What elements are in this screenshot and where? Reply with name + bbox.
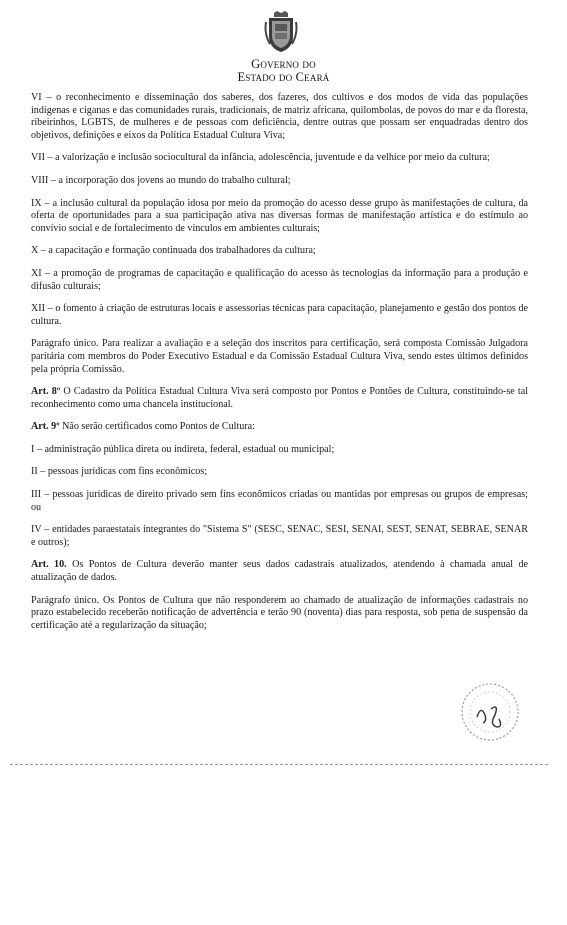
article-8-label: Art. 8º bbox=[31, 386, 61, 398]
item-vii: VII – a valorização e inclusão sociocultural da infância, adolescência, juventude e da velhice por meio da cultura; bbox=[31, 152, 490, 164]
page-number-seal-stamp bbox=[459, 681, 521, 743]
article-8-text: O Cadastro da Política Estadual Cultura Viva será composto por Pontos e Pontões de Cultura, constituindo-se tal reconhecimento como uma chancela institucional. bbox=[31, 386, 529, 410]
header-state-line: Estado do Ceará bbox=[237, 70, 330, 84]
article-8 bbox=[31, 386, 528, 411]
paragraph-unico-art7: Parágrafo único. Para realizar a avaliação e a seleção dos inscritos para certificação, será composta Comissão Julgadora paritária com membros do Poder Executivo Estadual e da Comissão Estadual Cultura Viva, sendo estes últimos definidos pela própria Comissão. bbox=[31, 338, 528, 375]
article-9 bbox=[31, 421, 528, 434]
article-9-label: Art. 9º bbox=[31, 421, 60, 433]
item-x: X – a capacitação e formação continuada dos trabalhadores da cultura; bbox=[31, 245, 316, 257]
item-vi: VI – o reconhecimento e disseminação dos saberes, dos fazeres, dos cultivos e dos modos de vida das populações indígenas e ciganas e das comunidades rurais, tradicionais, de matriz africana, quilombolas, de povos do mar e da floresta, ribeirinhos, LGBTS, de mulheres e de pessoas com deficiência, dentre outras que possam ser enquadradas dentro dos objetivos, definições e eixos da Política Estadual Cultura Viva; bbox=[31, 92, 528, 141]
article-9-text: Não serão certificados como Pontos de Cultura: bbox=[59, 421, 255, 433]
header-government-line: Governo do bbox=[251, 57, 316, 71]
article-9-item-i: I – administração pública direta ou indireta, federal, estadual ou municipal; bbox=[31, 443, 335, 455]
item-ix: IX – a inclusão cultural da população idosa por meio da promoção do acesso desse grupo às manifestações de cultura, da oferta de oportunidades para a sua participação ativa nas diversas formas de manifestação artística e do estímulo ao convívio social e de fortalecimento de vínculos em ambientes culturais; bbox=[31, 197, 528, 234]
item-xii: XII – o fomento à criação de estruturas locais e assessorias técnicas para capacitação, planejamento e gestão dos pontos de cultura. bbox=[31, 303, 528, 327]
item-xi: XI – a promoção de programas de capacitação e qualificação do acesso às tecnologias da informação para a produção e difusão culturais; bbox=[31, 267, 528, 292]
footer-divider bbox=[10, 764, 548, 765]
article-10-paragraph-unico: Parágrafo único. Os Pontos de Cultura que não responderem ao chamado de atualização de informações cadastrais no prazo estabelecido receberão notificação de advertência e terão 90 (noventa) dias para resposta, sob pena de suspensão da certificação até a regularização da situação; bbox=[31, 594, 528, 631]
item-viii: VIII – a incorporação dos jovens ao mundo do trabalho cultural; bbox=[31, 174, 291, 186]
article-10-text: Os Pontos de Cultura deverão manter seus dados cadastrais atualizados, atendendo à chamada anual de atualização de dados. bbox=[31, 559, 528, 584]
article-9-item-iii: III – pessoas jurídicas de direito privado sem fins econômicos criadas ou mantidas por empresas ou grupos de empresas; ou bbox=[31, 489, 528, 513]
article-9-item-iv: IV – entidades paraestatais integrantes do "Sistema S" (SESC, SENAC, SESI, SENAI, SEST, SENAT, SEBRAE, SENAR e outros); bbox=[31, 524, 528, 548]
state-coat-of-arms-icon bbox=[264, 10, 298, 54]
article-10 bbox=[31, 559, 528, 584]
article-10-label: Art. 10. bbox=[31, 559, 67, 571]
article-9-item-ii: II – pessoas jurídicas com fins econômicos; bbox=[31, 466, 208, 478]
document-body bbox=[31, 92, 528, 642]
